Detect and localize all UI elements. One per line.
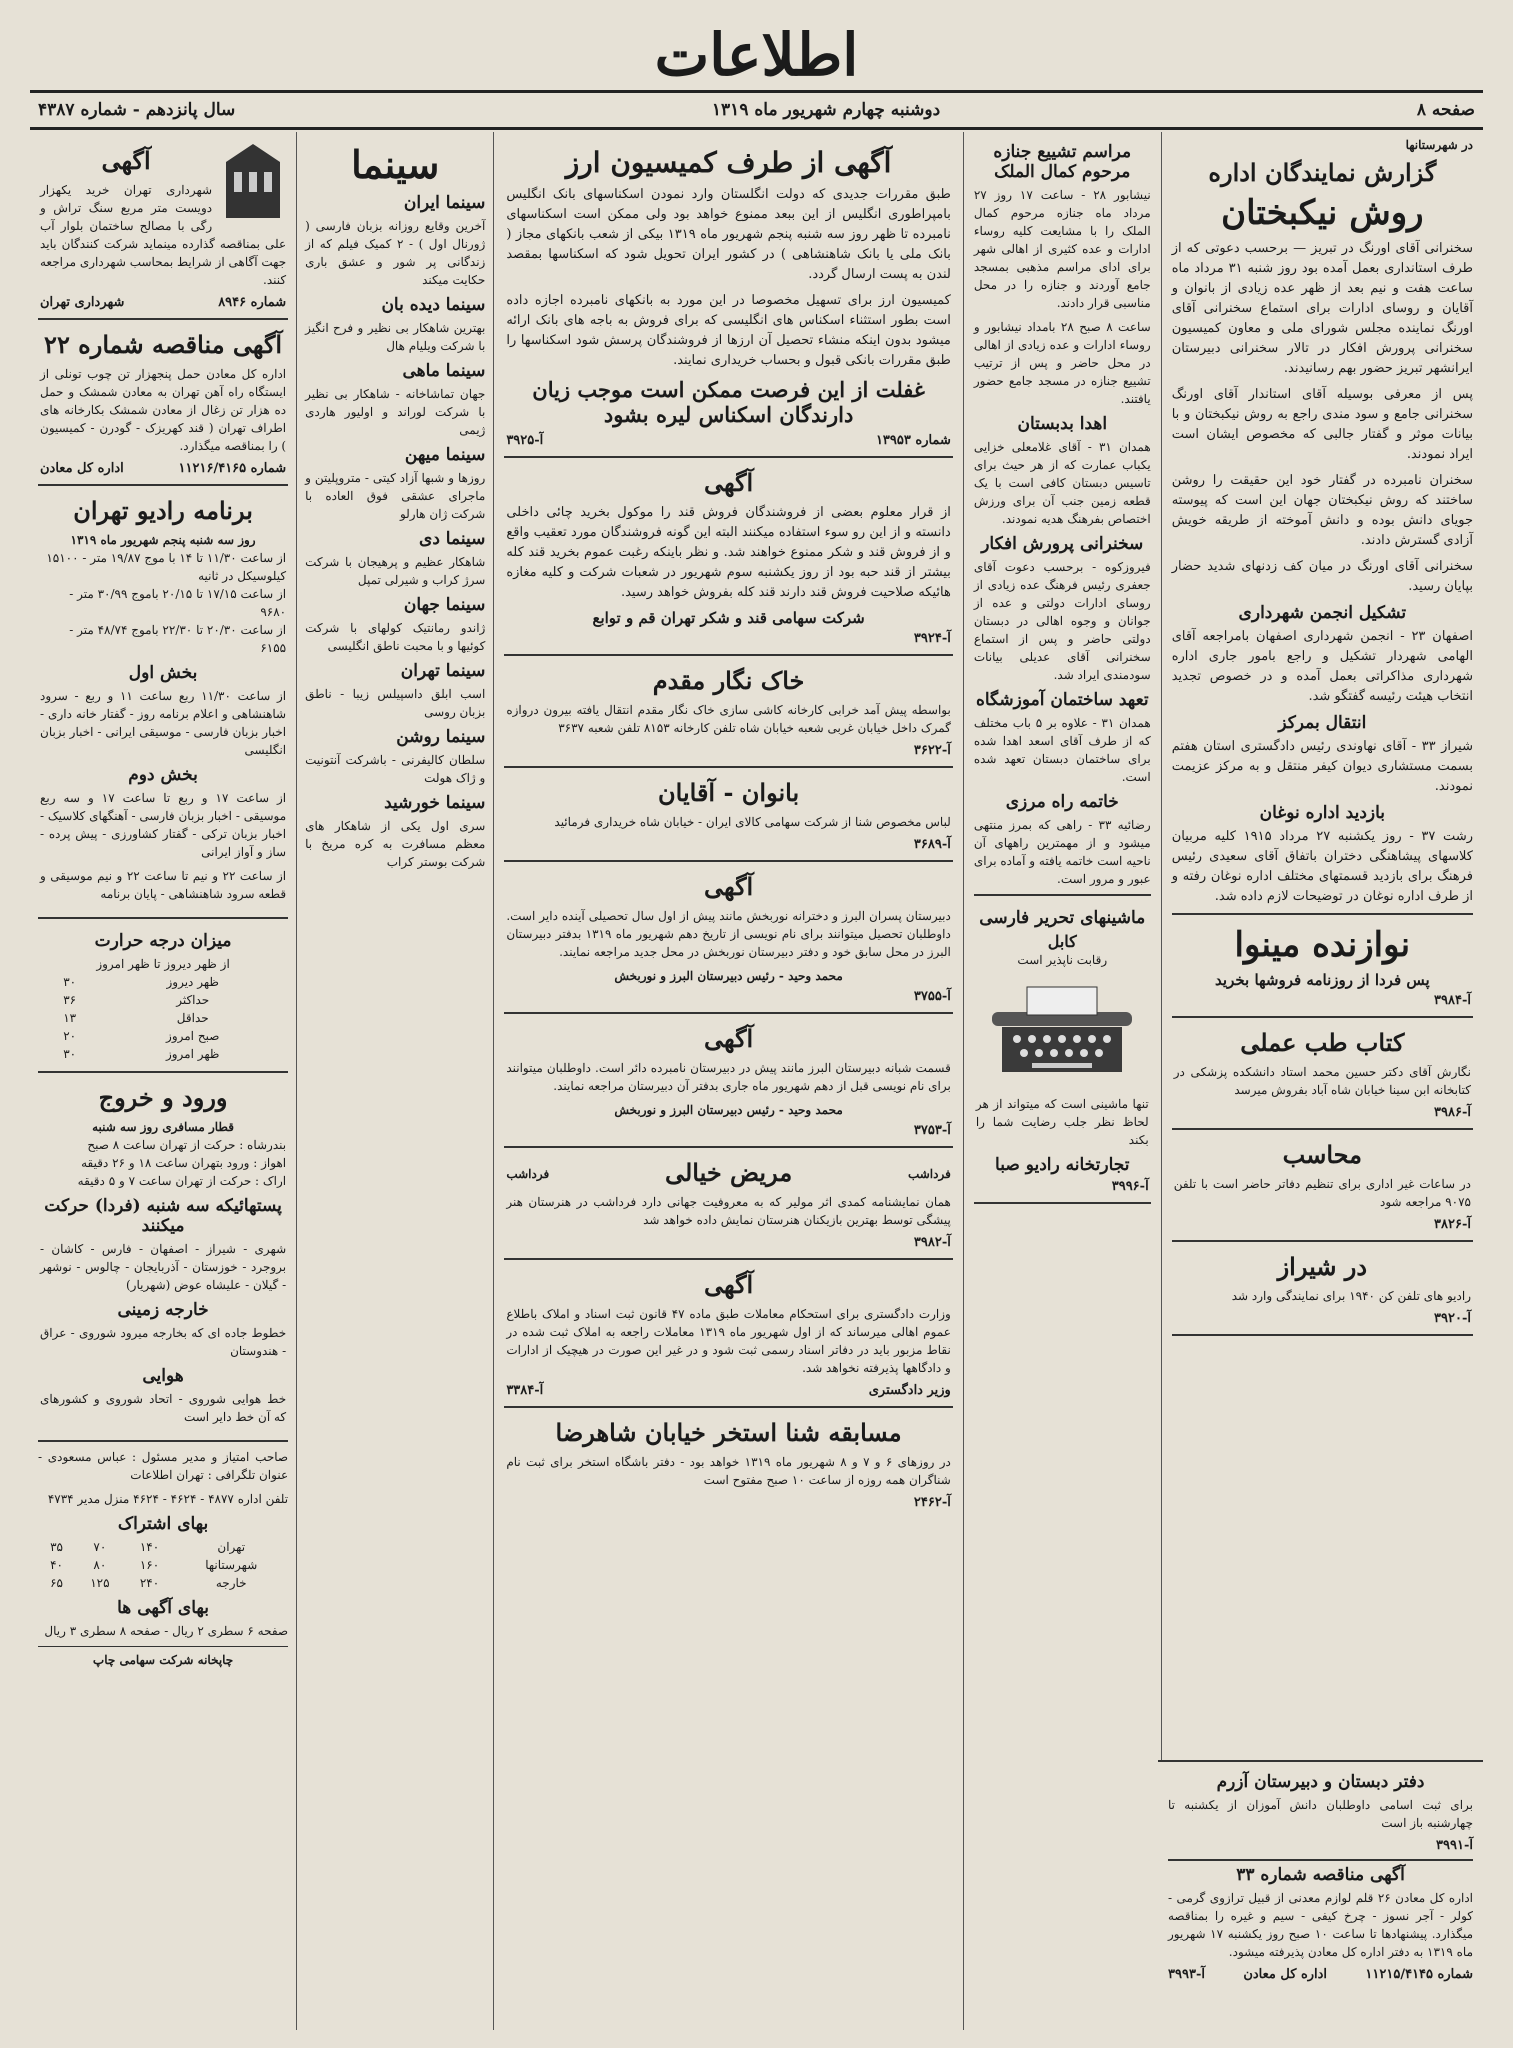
article-paragraph: فیروزکوه - برحسب دعوت آقای جعفری رئیس فرهنگ عده زیادی از روسای ادارات دولتی و عده از جوانان و وجوه اهالی در دبستان دولتی حاضر و پس از استماع سخنرانی آقای عدیلی بیانات سودمندی ایراد شد.	[973, 560, 1151, 682]
cinema-title: سینما ایران	[403, 193, 486, 213]
ad-text: از قرار معلوم بعضی از فروشندگان فروش قند را موکول بخرید چائی داخلی دانسته و از این رو سوء استفاده میکنند البته این گونه فروشندگان مورد تعقیب واقع و از فروش قند و شکر ممنوع خواهند شد. و نظر باینکه رغبت عموم بخرید قند کله بیشتر از قند حبه بود از روز یکشنبه سوم شهریور در شعبات شرکت و کلیه مغازه هائیکه صلاحیت فروش قند دارند قند کله بفروش خواهد رسید.	[506, 505, 951, 600]
table-cell: ۲۰	[63, 1029, 77, 1043]
cinema-title: سینما خورشید	[384, 793, 486, 813]
article-headline: گزارش نمایندگان اداره	[1208, 158, 1437, 187]
article-paragraph: همدان ۳۱ - آقای غلامعلی خزایی یکباب عمارت که از هر حیث برای تاسیس دبستان کافی است با یک قطعه زمین جنب آن برای ورزش اختصاص بفرهنگ هدیه نمودند.	[973, 440, 1151, 526]
foreign-text: خطوط جاده ای که بخارجه میرود شوروی - عراق - هندوستان	[40, 1326, 287, 1358]
radio-text: از ساعت ۲۲ و نیم تا ساعت ۲۲ و نیم موسیقی و قطعه سرود شاهنشاهی - پایان برنامه	[40, 869, 287, 901]
ad-ref: آ-۳۹۲۰	[1434, 1311, 1471, 1326]
table-cell: ۱۶۰	[139, 1558, 160, 1572]
temperature-box	[38, 919, 288, 1073]
temperature-table	[40, 973, 286, 1063]
table-cell: ۳۰	[63, 1047, 77, 1061]
ads-price-title: بهای آگهی ها	[117, 1598, 209, 1618]
notice-ref: آ-۳۹۲۵	[506, 433, 544, 448]
cinema-column	[296, 132, 493, 2030]
ad-box	[1172, 913, 1473, 1018]
article-heading: انتقال بمرکز	[1278, 713, 1367, 733]
ad-store: تجارتخانه رادیو صبا	[995, 1155, 1130, 1175]
masthead	[30, 20, 1483, 90]
ad-title: آگهی	[704, 1024, 754, 1053]
ad-signature: اداره کل معادن	[1243, 1967, 1328, 1982]
ad-box	[504, 1148, 953, 1260]
ad-box	[504, 768, 953, 862]
foreign-title: خارجه زمینی	[117, 1300, 209, 1320]
article-paragraph: سخنرانی آقای اورنگ در تبریز — برحسب دعوتی که از طرف استانداری بعمل آمده بود روز شنبه ۳۱ مرداد ماه ساعت هفت و نیم بعد از ظهر عده زیادی از بانوان و آقایان و روسای ادارات برای استماع سخنرانی آقای اورنگ نماینده مجلس شورای ملی و معاون کمیسیون سخنرانی پرورش افکار در تالار سخنرانی دبیرستان ایرانشهر تبریز حضور بهم رسانیدند.	[1171, 241, 1473, 376]
ad-ref: آ-۳۳۸۴	[506, 1383, 544, 1398]
ad-ref: شماره ۱۱۲۱۶/۴۱۶۵	[178, 461, 287, 476]
ad-signature: اداره کل معادن	[40, 461, 124, 476]
dateline	[30, 90, 1483, 130]
article-heading: سخنرانی پرورش افکار	[981, 534, 1144, 554]
radio-title: برنامه رادیو تهران	[73, 496, 253, 525]
ad-ref: آ-۳۷۵۵	[913, 989, 951, 1004]
table-cell: حداکثر	[176, 993, 210, 1007]
radio-text: از ساعت ۱۷ و ربع تا ساعت ۱۷ و سه ربع موسیقی - اخبار بزبان فارسی - آهنگهای کلاسیک - اخبار بزبان ترکی - گفتار کشاورزی - پیش پرده - ساز و آواز ایرانی	[40, 791, 287, 859]
ad-text: در ساعات غیر اداری برای تنظیم دفاتر حاضر است با تلفن ۹۰۷۵ مراجعه شود	[1173, 1177, 1471, 1209]
phone-line: تلفن اداره ۴۸۷۷ - ۴۶۲۴ - ۴۶۲۴ منزل مدیر ۴۷۳۴	[47, 1492, 289, 1506]
ad-ref: آ-۳۶۲۲	[913, 743, 951, 758]
ad-signature: محمد وحید - رئیس دبیرستان البرز و نوربخش	[614, 1103, 843, 1117]
ad-text: اداره کل معادن ۲۶ قلم لوازم معدنی از قبیل ترازوی گرمی - کولر - آجر نسوز - چرخ کیفی - سیم و غیره را بمناقصه میگذارد. پیشنهادها تا ساعت ۱۰ صبح روز یکشنبه ۱۷ شهریور ماه ۱۳۱۹ به دفتر اداره کل معادن پذیرفته میشود.	[1168, 1891, 1473, 1959]
ad-box	[504, 1408, 953, 1518]
radio-line: از ساعت ۱۱/۳۰ تا ۱۴ با موج ۱۹/۸۷ متر - ۱۵۱۰۰ کیلوسیکل در ثانیه	[46, 551, 287, 583]
travel-line: اراک : حرکت از تهران ساعت ۷ و ۵ دقیقه	[77, 1174, 287, 1188]
radio-text: از ساعت ۱۱/۳۰ ربع ساعت ۱۱ و ربع - سرود شاهنشاهی و اعلام برنامه روز - گفتار خانه داری - اخبار بزبان فارسی - موسیقی ایرانی - اخبار بزبان انگلیسی	[40, 689, 287, 757]
ad-caption: تنها ماشینی است که میتواند از هر لحاظ نظر جلب رضایت شما را بکند	[975, 1097, 1149, 1147]
ad-ref: آ-۳۹۹۱	[1436, 1838, 1473, 1853]
ad-title: دفتر دبستان و دبیرستان آزرم	[1216, 1772, 1425, 1792]
air-title: هوایی	[142, 1366, 184, 1386]
article-subheadline: روش نیکبختان	[1221, 193, 1424, 233]
table-cell: خارجه	[215, 1576, 247, 1590]
ad-ref: آ-۳۹۸۶	[1434, 1105, 1471, 1120]
ad-text: اداره کل معادن حمل پنجهزار تن چوب تونلی از ایستگاه راه آهن تهران به معادن شمشک و حمل ده هزار تن زغال از معادن شمشک بکارخانه های اطراف تهران ( قند کهریزک - گودرن - کمیسیون ) را بمناقصه میگذارد.	[40, 367, 287, 453]
ad-title: آگهی	[704, 872, 754, 901]
ad-box	[1172, 1242, 1473, 1336]
table-cell: ۸۰	[93, 1558, 107, 1572]
ad-ref: شماره ۱۱۲۱۵/۴۱۴۵	[1365, 1967, 1473, 1982]
table-row	[40, 1009, 286, 1027]
article-paragraph: همدان ۳۱ - علاوه بر ۵ باب مختلف که از طرف آقای اسعد اهدا شده برای ساختمان دبستان تعهد شده است.	[973, 716, 1151, 784]
cinema-text: بهترین شاهکار بی نظیر و فرح انگیز با شرکت ویلیام هال	[305, 321, 486, 353]
table-row	[38, 1538, 288, 1556]
cinema-title: سینما میهن	[404, 445, 486, 465]
radio-section: بخش اول	[128, 663, 198, 683]
ad-box	[504, 458, 953, 656]
ad-signature: محمد وحید - رئیس دبیرستان البرز و نوربخش	[614, 969, 843, 983]
subscription-table	[38, 1538, 288, 1592]
typewriter-ad	[974, 894, 1151, 1204]
temperature-title: میزان درجه حرارت	[94, 931, 232, 951]
notice-paragraph: کمیسیون ارز برای تسهیل مخصوصا در این مورد به بانکهای نامبرده اجازه داده است بطور استثناء اسکناس های انگلیسی که برای فروش به باجه های بانک ارائه میشود بدون اینکه منشاء تحصیل آن ارزها از فروشندگان پرسش شود اسکناسها را طبق مقررات بانکی قبول و بحساب خریداری نمایند.	[506, 293, 951, 368]
post-text: شهری - شیراز - اصفهان - فارس - کاشان - بروجرد - خوزستان - آذربایجان - چالوس - نوشهر - گیلان - علیشاه عوض (شهریار)	[40, 1242, 287, 1292]
ad-ref: آ-۳۹۹۶	[1111, 1179, 1149, 1194]
ad-ref: آ-۳۹۸۴	[1434, 993, 1471, 1008]
temperature-subtitle: از ظهر دیروز تا ظهر امروز	[96, 957, 230, 971]
ad-signature: وزیر دادگستری	[868, 1383, 951, 1398]
ad-brand: کابل	[1047, 932, 1077, 951]
cinema-text: سری اول یکی از شاهکار های معظم مسافرت به کره مریخ با شرکت بوستر کراب	[305, 819, 486, 869]
ad-text: رادیو های تلفن کن ۱۹۴۰ برای نمایندگی وارد شد	[1231, 1289, 1471, 1303]
ad-box	[38, 136, 288, 320]
cinema-text: روزها و شبها آزاد کیتی - متروپلیتن و ماجرای عشقی فوق العاده با شرکت ژان هارلو	[305, 471, 486, 521]
table-cell: شهرستانها	[205, 1558, 258, 1572]
table-row	[40, 1045, 286, 1063]
article-paragraph: پس از معرفی بوسیله آقای استاندار آقای اورنگ سخنرانی جامع و سود مندی راجع به روش نیکبختان و با بیانات موثر و گفتار جالبی که مخصوص ایشان است ایراد نمودند.	[1171, 387, 1473, 462]
notices-column	[30, 132, 296, 2030]
article-paragraph: اصفهان ۲۳ - انجمن شهرداری اصفهان بامراجعه آقای الهامی شهردار تشکیل و راجع بامور جاری اداره شهرداری مذاکراتی بعمل آمده و در خصوص تجدید انتخاب هیئت رئیسه گفتگو شد.	[1171, 629, 1474, 704]
ad-text: دبیرستان پسران البرز و دخترانه نوربخش مانند پیش از اول سال تحصیلی آینده دایر است. داوطلبان تحصیل میتوانند برای نام نویسی از تاریخ دهم شهریور ماه ۱۳۱۹ بدفتر دبیرستان البرز در محل سابق خود و دفتر دبیرستان نوربخش در محل جدید مراجعه نمایند.	[506, 909, 951, 959]
ad-text: در روزهای ۶ و ۷ و ۸ شهریور ماه ۱۳۱۹ خواهد بود - دفتر باشگاه استخر برای ثبت نام شناگران همه روزه از ساعت ۱۰ صبح مفتوح است	[506, 1455, 951, 1487]
ad-title: کتاب طب عملی	[1240, 1028, 1405, 1057]
air-text: خط هوایی شوروی - اتحاد شوروی و کشورهای که آن خط دایر است	[40, 1392, 287, 1424]
ad-text: نگارش آقای دکتر حسین محمد استاد دانشکده پزشکی در کتابخانه ابن سینا خیابان شاه آباد بفروش میرسد	[1173, 1065, 1471, 1097]
ad-ref: شماره ۸۹۴۶	[218, 295, 287, 310]
cinema-logo: سینما	[351, 142, 440, 187]
table-cell: ۴۰	[50, 1558, 63, 1572]
article-paragraph: نیشابور ۲۸ - ساعت ۱۷ روز ۲۷ مرداد ماه جنازه مرحوم کمال الملک را با مشایعت کلیه روساء ادارات و عده کثیری از اهالی شهر برای ادای مراسم مذهبی بمسجد جامع آوردند و جنازه را در محل مناسبی قرار دادند.	[973, 188, 1151, 310]
cinema-text: اسب ابلق داسپیلس زیبا - ناطق بزبان روسی	[305, 687, 486, 719]
article-paragraph: ساعت ۸ صبح ۲۸ بامداد نیشابور و روساء ادارات و عده زیادی از اهالی در محل حاضر و پس از ترتیب تشییع جنازه در مسجد جامع حضور یافتند.	[973, 320, 1151, 406]
article-paragraph: رضائیه ۳۳ - راهی که بمرز منتهی میشود و از مهمترین راههای آن ناحیه است خاتمه یافته و آماده برای عبور و مرور است.	[973, 818, 1151, 886]
ad-text: وزارت دادگستری برای استحکام معاملات طبق ماده ۴۷ قانون ثبت اسناد و املاک باطلاع عموم اهالی میرساند که از اول شهریور ماه ۱۳۱۹ معاملات راجعه به املاک ثبت شده در نقاط مزبور باید در دفاتر اسناد رسمی ثبت شود و در غیر این صورت در هیچیک از ادارات و دادگاهها پذیرفته نخواهد شد.	[506, 1307, 951, 1375]
notice-warning: غفلت از این فرصت ممکن است موجب زیان دارندگان اسکناس لیره بشود	[532, 377, 925, 427]
imprint	[38, 1442, 288, 1669]
column-2	[964, 132, 1162, 2030]
page-number: صفحه ۸	[1416, 100, 1475, 120]
ad-title: خاک نگار مقدم	[652, 666, 805, 695]
table-cell: ظهر امروز	[165, 1047, 220, 1061]
table-cell: صبح امروز	[166, 1029, 220, 1043]
table-cell: ۷۰	[93, 1540, 107, 1554]
cinema-title: سینما تهران	[400, 661, 486, 681]
ad-ref: آ-۳۶۸۹	[913, 837, 951, 852]
cinema-text: سلطان کالیفرنی - باشرکت آنتونیت و ژاک هولت	[305, 753, 486, 785]
ad-box	[504, 1260, 953, 1408]
ads-price-text: صفحه ۶ سطری ۲ ریال - صفحه ۸ سطری ۳ ریال	[44, 1624, 289, 1638]
subscription-title: بهای اشتراک	[117, 1514, 209, 1534]
ad-side-label: فرداشب	[506, 1166, 550, 1181]
ad-title: بانوان - آقایان	[658, 778, 800, 807]
cinema-text: جهان تماشاخانه - شاهکار بی نظیر با شرکت لوراند و اولیور هاردی ژیمی	[305, 387, 486, 437]
table-row	[38, 1574, 288, 1592]
ad-text: شهرداری تهران خرید یکهزار دویست متر مربع سنگ تراش و رگی با مصالح ساختمان بلوار آب علی بمناقصه گذارده مینماید شرکت کنندگان باید جهت آگاهی از شرایط بمحاسب شهرداری مراجعه کنند.	[39, 183, 287, 287]
column-4	[30, 132, 494, 2030]
table-row	[38, 1556, 288, 1574]
article-headline: مراسم تشییع جنازه مرحوم کمال الملک	[993, 142, 1132, 182]
post-title: پستهائیکه سه شنبه (فردا) حرکت میکنند	[44, 1196, 282, 1236]
ad-title: مریض خیالی	[664, 1158, 793, 1187]
ad-title: نوازنده مینوا	[1234, 925, 1411, 965]
cinema-title: سینما جهان	[403, 595, 486, 615]
ad-ref: آ-۳۸۲۶	[1434, 1217, 1471, 1232]
ad-ref: آ-۳۷۵۳	[913, 1123, 951, 1138]
table-row	[40, 973, 286, 991]
table-cell: ۱۳	[63, 1011, 77, 1025]
notice-paragraph: طبق مقررات جدیدی که دولت انگلستان وارد نمودن اسکناسهای بانک انگلیس بامپراطوری انگلیس از این ببعد ممنوع خواهد بود ولی ممکن است اسکناسهای نامبرده تا ظهر روز سه شنبه پنجم شهریور ماه ۱۳۱۹ بیکی از شعب بانکهای مجاز ( بانک ملی یا بانک شاهنشاهی ) در کشور ایران تحویل شود که اسکناسها بمقصد لندن به پست ارسال گردد.	[506, 187, 951, 282]
radio-line: از ساعت ۱۷/۱۵ تا ۲۰/۱۵ باموج ۳۰/۹۹ متر - ۹۶۸۰	[69, 587, 287, 619]
cinema-title: سینما ماهی	[402, 361, 486, 381]
ad-title: ماشینهای تحریر فارسی	[979, 908, 1146, 928]
travel-box	[38, 1073, 288, 1442]
cinema-title: سینما دیده بان	[381, 295, 486, 315]
ad-text: لباس مخصوص شنا از شرکت سهامی کالای ایران - خیابان شاه خریداری فرمائید	[554, 815, 951, 829]
table-cell: ۳۶	[63, 993, 77, 1007]
cinema-text: آخرین وقایع روزانه بزبان فارسی ( ژورنال اول ) - ۲ کمیک فیلم که از زندگانی پر شور و عشق باری حکایت میکند	[305, 219, 486, 287]
ad-box	[1172, 1018, 1473, 1130]
column-3	[494, 132, 964, 2030]
article-heading: اهدا بدبستان	[1017, 414, 1108, 434]
ad-ref: آ-۳۹۹۳	[1168, 1967, 1205, 1982]
notice-ref: شماره ۱۳۹۵۳	[875, 433, 951, 448]
column-1	[1162, 132, 1483, 2030]
ad-box	[38, 320, 288, 486]
radio-section: بخش دوم	[128, 765, 198, 785]
ad-title: مسابقه شنا استخر خیابان شاهرضا	[555, 1418, 902, 1447]
municipality-emblem-icon	[220, 142, 286, 222]
travel-title: ورود و خروج	[98, 1083, 228, 1112]
cinema-text: شاهکار عظیم و پرهیجان با شرکت سرژ کراب و شیرلی تمپل	[305, 555, 486, 587]
ad-box	[1172, 1130, 1473, 1242]
printer-line: چاپخانه شرکت سهامی چاپ	[38, 1646, 288, 1669]
ad-title: آگهی	[101, 146, 151, 175]
section-label: در شهرستانها	[1405, 138, 1473, 152]
table-cell: ۳۰	[63, 975, 77, 989]
ad-ref: آ-۳۹۸۲	[913, 1235, 951, 1250]
article-heading: تشکیل انجمن شهرداری	[1238, 603, 1407, 623]
table-cell: ۱۲۵	[90, 1576, 110, 1590]
ad-box	[504, 862, 953, 1014]
ad-box	[504, 656, 953, 768]
ad-text: قسمت شبانه دبیرستان البرز مانند پیش در دبیرستان نامبرده دائر است. داوطلبان میتوانند برای نام نویسی قبل از دهم شهریور ماه جاری بدفتر آن دبیرستان مراجعه نمایند.	[506, 1061, 951, 1093]
cinema-title: سینما دی	[419, 529, 486, 549]
owner-line: صاحب امتیاز و مدیر مسئول : عباس مسعودی - عنوان تلگرافی : تهران اطلاعات	[38, 1450, 289, 1482]
ad-title: آگهی مناقصه شماره ۲۲	[44, 330, 283, 359]
table-cell: تهران	[217, 1540, 246, 1554]
travel-line: بندرشاه : حرکت از تهران ساعت ۸ صبح	[87, 1138, 287, 1152]
table-cell: ۶۵	[50, 1576, 63, 1590]
ad-title: محاسب	[1282, 1140, 1363, 1169]
ad-subtitle: رقابت ناپذیر است	[1017, 953, 1108, 967]
article-paragraph: شیراز ۳۳ - آقای نهاوندی رئیس دادگستری استان هفتم بسمت مستشاری دیوان کیفر منتقل و به مرکز عزیمت نمودند.	[1171, 739, 1473, 794]
travel-subtitle: قطار مسافری روز سه شنبه	[92, 1120, 234, 1134]
ad-signature: شهرداری تهران	[40, 295, 125, 310]
ad-title: در شیراز	[1277, 1252, 1368, 1281]
ad-ref: آ-۲۴۶۲	[913, 1495, 951, 1510]
ad-title: آگهی	[704, 1270, 754, 1299]
table-cell: ۳۵	[50, 1540, 63, 1554]
currency-notice	[504, 136, 953, 458]
ad-title: آگهی	[704, 468, 754, 497]
ad-text: پس فردا از روزنامه فروشها بخرید	[1215, 971, 1430, 989]
radio-program	[38, 486, 288, 919]
newspaper-title: اطلاعات	[654, 21, 859, 89]
ad-text: همان نمایشنامه کمدی اثر مولیر که به معروفیت جهانی دارد فرداشب در هنرستان هنر پیشگی توسط بهترین بازیکنان هنرستان نمایش داده خواهد شد	[506, 1195, 951, 1227]
article-paragraph: سخنران نامبرده در گفتار خود این حقیقت را روشن ساختند که روش نیکبختان جهان این است که پیوسته جویای دانش بوده و دانش آموخته از طریقه خویش آزادی گسترش دادند.	[1171, 473, 1473, 548]
ad-signature: شرکت سهامی قند و شکر تهران قم و توابع	[592, 609, 865, 627]
table-cell: ۲۴۰	[139, 1576, 160, 1590]
article-heading: تعهد ساختمان آموزشگاه	[975, 690, 1149, 710]
ad-ref: آ-۳۹۲۴	[913, 631, 951, 646]
newspaper-page	[30, 20, 1483, 2030]
notice-headline: آگهی از طرف کمیسیون ارز	[565, 146, 892, 179]
typewriter-icon	[987, 977, 1137, 1087]
table-cell: ظهر دیروز	[166, 975, 219, 989]
radio-subtitle: روز سه شنبه پنجم شهریور ماه ۱۳۱۹	[70, 533, 256, 547]
cinema-title: سینما روشن	[396, 727, 486, 747]
issue-date: دوشنبه چهارم شهریور ماه ۱۳۱۹	[711, 100, 941, 120]
article-heading: بازدید اداره نوغان	[1259, 803, 1386, 823]
radio-line: از ساعت ۲۰/۳۰ تا ۲۲/۳۰ باموج ۴۸/۷۴ متر - ۶۱۵۵	[69, 623, 287, 655]
ad-text: برای ثبت اسامی داوطلبان دانش آموزان از یکشنبه تا چهارشنبه باز است	[1168, 1798, 1473, 1830]
cinema-text: ژاندو رمانتیک کولهای با شرکت کوئیها و با محبت ناطق انگلیسی	[305, 621, 486, 653]
ad-text: بواسطه پیش آمد خرابی کارخانه کاشی سازی خاک نگار مقدم انتقال یافته بیرون دروازه گمرک داخل خیابان غربی شعبه خیابان شاه تلفن کارخانه ۸۱۵۳ تلفن شعبه ۳۶۳۷	[506, 703, 951, 735]
article-heading: خاتمه راه مرزی	[1005, 792, 1119, 812]
table-row	[40, 1027, 286, 1045]
table-cell: حداقل	[176, 1011, 209, 1025]
issue-number: سال پانزدهم - شماره ۴۳۸۷	[38, 100, 236, 120]
article-paragraph: سخنرانی آقای اورنگ در میان کف زدنهای شدید حضار بپایان رسید.	[1171, 559, 1473, 594]
travel-line: اهواز : ورود بتهران ساعت ۱۸ و ۲۶ دقیقه	[81, 1156, 287, 1170]
ad-title: آگهی مناقصه شماره ۳۳	[1168, 1859, 1473, 1885]
table-row	[40, 991, 286, 1009]
table-cell: ۱۴۰	[139, 1540, 160, 1554]
bottom-right-ads	[1158, 1760, 1483, 2030]
ad-side-label: فرداشب	[907, 1166, 951, 1181]
article-paragraph: رشت ۳۷ - روز یکشنبه ۲۷ مرداد ۱۹۱۵ کلیه مربیان کلاسهای پیشاهنگی دختران باتفاق آقای سعیدی رئیس فرهنگ برای بازدید قسمتهای مختلف اداره نوغان رفته و از طرف اداره نوغان در توضیحات لازم داده شد.	[1171, 829, 1473, 904]
ad-box	[504, 1014, 953, 1148]
